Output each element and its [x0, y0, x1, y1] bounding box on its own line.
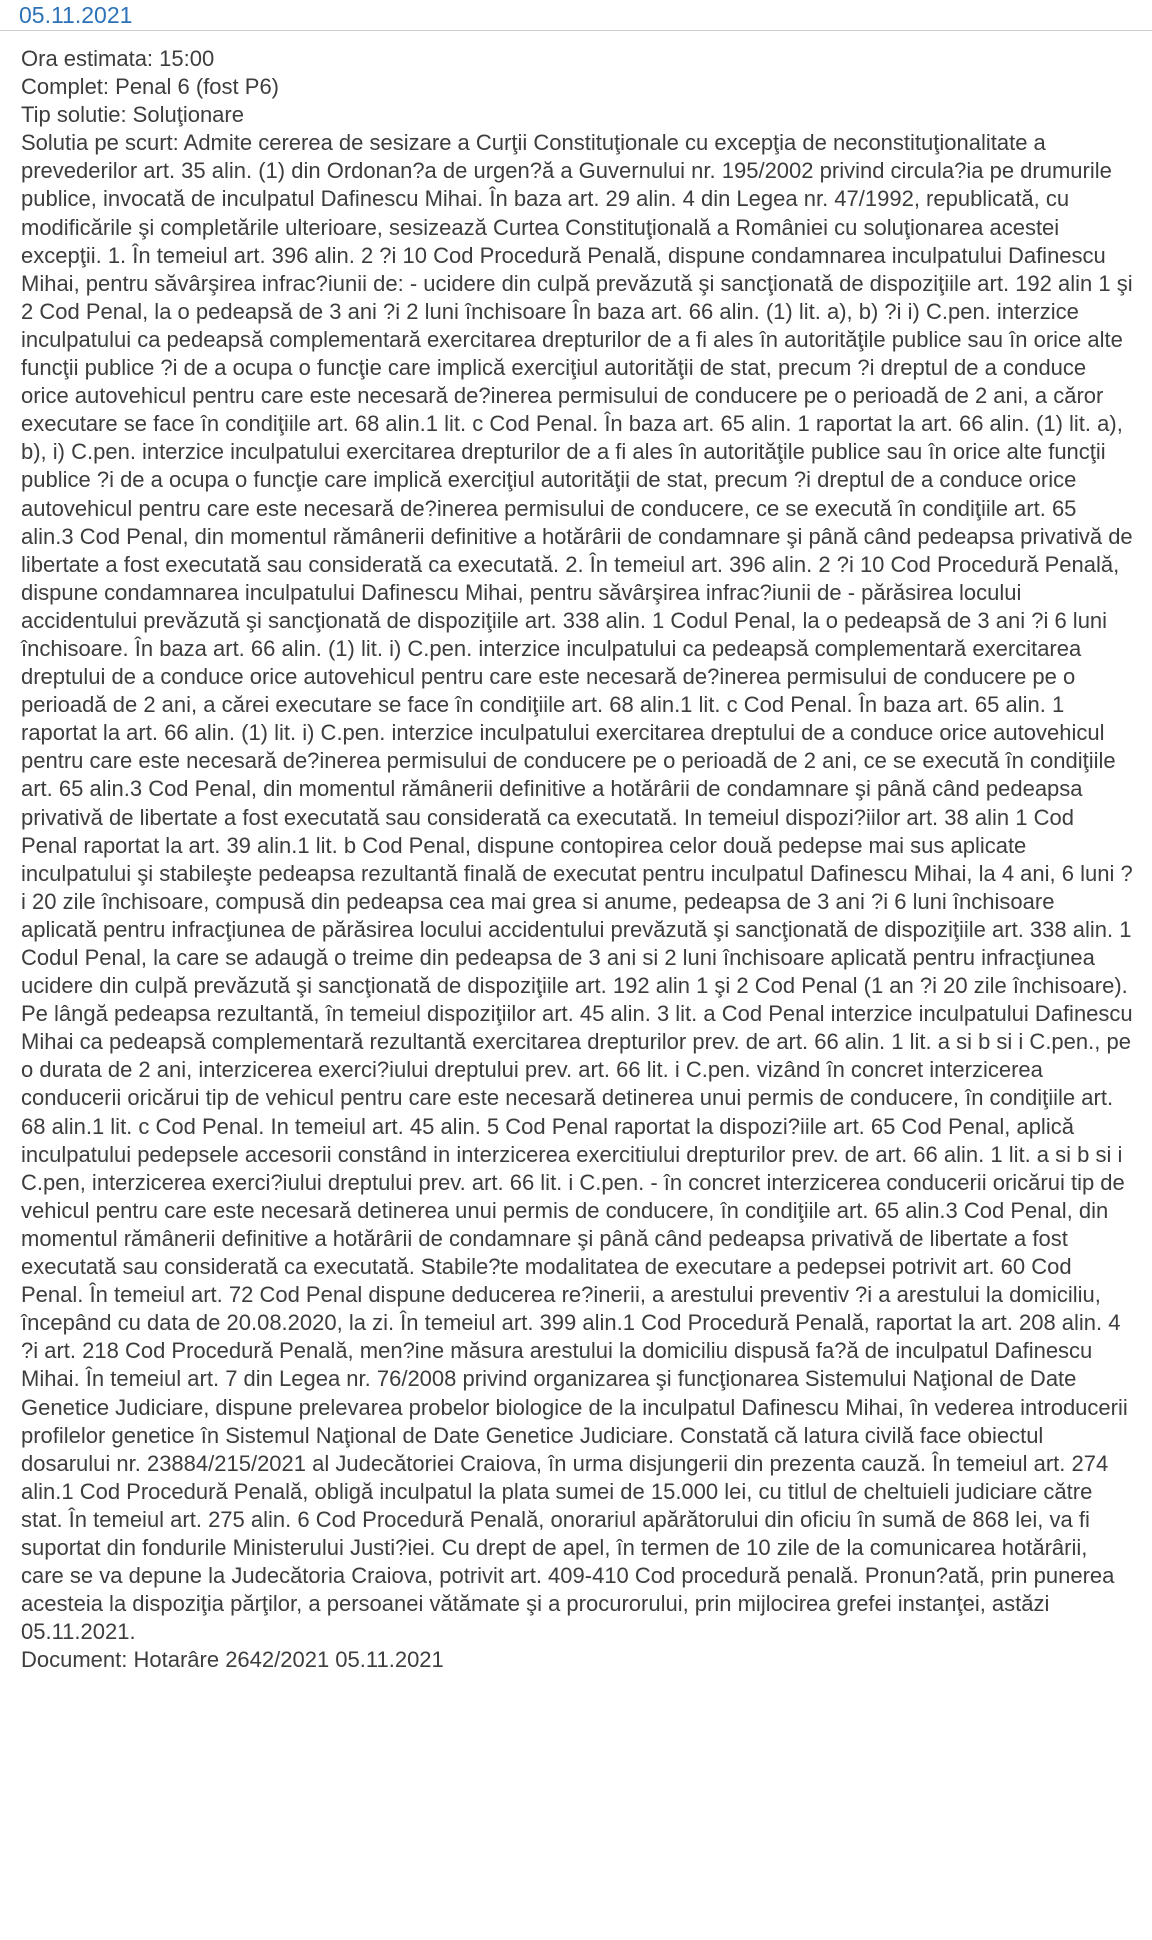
court-panel: Complet: Penal 6 (fost P6)	[21, 74, 280, 100]
solution-type: Tip solutie: Soluţionare	[21, 102, 244, 128]
hearing-details	[21, 45, 1133, 1674]
document-reference: Document: Hotarâre 2642/2021 05.11.2021	[21, 1647, 444, 1673]
solution-summary: Solutia pe scurt: Admite cererea de sesizare a Curţii Constituţionale cu excepţia de neconstituţionalitate a prevederilor art. 35 alin. (1) din Ordonan?a de urgen?ă a Guvernului nr. 195/2002 privind circula?ia pe drumurile publice, invocată de inculpatul Dafinescu Mihai. În baza art. 29 alin. 4 din Legea nr. 47/1992, republicată, cu modificările şi completările ulterioare, sesizează Curtea Constituţională a României cu soluţionarea acestei excepţii. 1. În temeiul art. 396 alin. 2 ?i 10 Cod Procedură Penală, dispune condamnarea inculpatului Dafinescu Mihai, pentru săvârşirea infrac?iunii de: - ucidere din culpă prevăzută şi sancţionată de dispoziţiile art. 192 alin 1 şi 2 Cod Penal, la o pedeapsă de 3 ani ?i 2 luni închisoare În baza art. 66 alin. (1) lit. a), b) ?i i) C.pen. interzice inculpatului ca pedeapsă complementară exercitarea drepturilor de a fi ales în autorităţile publice sau în orice alte funcţii publice ?i de a ocupa o funcţie care implică exerciţiul autorităţii de stat, precum ?i dreptul de a conduce orice autovehicul pentru care este necesară de?inerea permisului de conducere pe o perioadă de 2 ani, a căror executare se face în condiţiile art. 68 alin.1 lit. c Cod Penal. În baza art. 65 alin. 1 raportat la art. 66 alin. (1) lit. a), b), i) C.pen. interzice inculpatului exercitarea drepturilor de a fi ales în autorităţile publice sau în orice alte funcţii publice ?i de a ocupa o funcţie care implică exerciţiul autorităţii de stat, precum ?i dreptul de a conduce orice autovehicul pentru care este necesară de?inerea permisului de conducere, ce se execută în condiţiile art. 65 alin.3 Cod Penal, din momentul rămânerii definitive a hotărârii de condamnare şi până când pedeapsa privativă de libertate a fost executată sau considerată ca executată. 2. În temeiul art. 396 alin. 2 ?i 10 Cod Procedură Penală, dispune condamnarea inculpatului Dafinescu Mihai, pentru săvârşirea infrac?iunii de - părăsirea locului accidentului prevăzută şi sancţionată de dispoziţiile art. 338 alin. 1 Codul Penal, la o pedeapsă de 3 ani ?i 6 luni închisoare. În baza art. 66 alin. (1) lit. i) C.pen. interzice inculpatului ca pedeapsă complementară exercitarea dreptului de a conduce orice autovehicul pentru care este necesară de?inerea permisului de conducere pe o perioadă de 2 ani, a cărei executare se face în condiţiile art. 68 alin.1 lit. c Cod Penal. În baza art. 65 alin. 1 raportat la art. 66 alin. (1) lit. i) C.pen. interzice inculpatului exercitarea dreptului de a conduce orice autovehicul pentru care este necesară de?inerea permisului de conducere pe o perioadă de 2 ani, ce se execută în condiţiile art. 65 alin.3 Cod Penal, din momentul rămânerii definitive a hotărârii de condamnare şi până când pedeapsa privativă de libertate a fost executată sau considerată ca executată. In temeiul dispozi?iilor art. 38 alin 1 Cod Penal raportat la art. 39 alin.1 lit. b Cod Penal, dispune contopirea celor două pedepse mai sus aplicate inculpatului şi stabileşte pedeapsa rezultantă finală de executat pentru inculpatul Dafinescu Mihai, la 4 ani, 6 luni ?i 20 zile închisoare, compusă din pedeapsa cea mai grea si anume, pedeapsa de 3 ani ?i 6 luni închisoare aplicată pentru infracţiunea de părăsirea locului accidentului prevăzută şi sancţionată de dispoziţiile art. 338 alin. 1 Codul Penal, la care se adaugă o treime din pedeapsa de 3 ani si 2 luni închisoare aplicată pentru infracţiunea ucidere din culpă prevăzută şi sancţionată de dispoziţiile art. 192 alin 1 şi 2 Cod Penal (1 an ?i 20 zile închisoare). Pe lângă pedeapsa rezultantă, în temeiul dispoziţiilor art. 45 alin. 3 lit. a Cod Penal interzice inculpatului Dafinescu Mihai ca pedeapsă complementară rezultantă exercitarea drepturilor prev. de art. 66 alin. 1 lit. a si b si i C.pen., pe o durata de 2 ani, interzicerea exerci?iului dreptului prev. art. 66 lit. i C.pen. vizând în concret interzicerea conducerii oricărui tip de vehicul pentru care este necesară detinerea unui permis de conducere, în condiţiile art. 68 alin.1 lit. c Cod Penal. In temeiul art. 45 alin. 5 Cod Penal raportat la dispozi?iile art. 65 Cod Penal, aplică inculpatului pedepsele accesorii constând in interzicerea exercitiului drepturilor prev. de art. 66 alin. 1 lit. a si b si i C.pen, interzicerea exerci?iului dreptului prev. art. 66 lit. i C.pen. - în concret interzicerea conducerii oricărui tip de vehicul pentru care este necesară detinerea unui permis de conducere, în condiţiile art. 65 alin.3 Cod Penal, din momentul rămânerii definitive a hotărârii de condamnare şi până când pedeapsa privativă de libertate a fost executată sau considerată ca executată. Stabile?te modalitatea de executare a pedepsei potrivit art. 60 Cod Penal. În temeiul art. 72 Cod Penal dispune deducerea re?inerii, a arestului preventiv ?i a arestului la domiciliu, începând cu data de 20.08.2020, la zi. În temeiul art. 399 alin.1 Cod Procedură Penală, raportat la art. 208 alin. 4 ?i art. 218 Cod Procedură Penală, men?ine măsura arestului la domiciliu dispusă fa?ă de inculpatul Dafinescu Mihai. În temeiul art. 7 din Legea nr. 76/2008 privind organizarea şi funcţionarea Sistemului Naţional de Date Genetice Judiciare, dispune prelevarea probelor biologice de la inculpatul Dafinescu Mihai, în vederea introducerii profilelor genetice în Sistemul Naţional de Date Genetice Judiciare. Constată că latura civilă face obiectul dosarului nr. 23884/215/2021 al Judecătoriei Craiova, în urma disjungerii din prezenta cauză. În temeiul art. 274 alin.1 Cod Procedură Penală, obligă inculpatul la plata sumei de 15.000 lei, cu titlul de cheltuieli judiciare către stat. În temeiul art. 275 alin. 6 Cod Procedură Penală, onorariul apărătorului din oficiu în sumă de 868 lei, va fi suportat din fondurile Ministerului Justi?iei. Cu drept de apel, în termen de 10 zile de la comunicarea hotărârii, care se va depune la Judecătoria Craiova, potrivit art. 409-410 Cod procedură penală. Pronun?ată, prin punerea acesteia la dispoziţia părţilor, a persoanei vătămate şi a procurorului, prin mijlocirea grefei instanţei, astăzi 05.11.2021.	[21, 130, 1133, 1645]
hearing-date: 05.11.2021	[19, 2, 133, 28]
estimated-time: Ora estimata: 15:00	[21, 46, 215, 71]
date-header	[0, 0, 1152, 31]
